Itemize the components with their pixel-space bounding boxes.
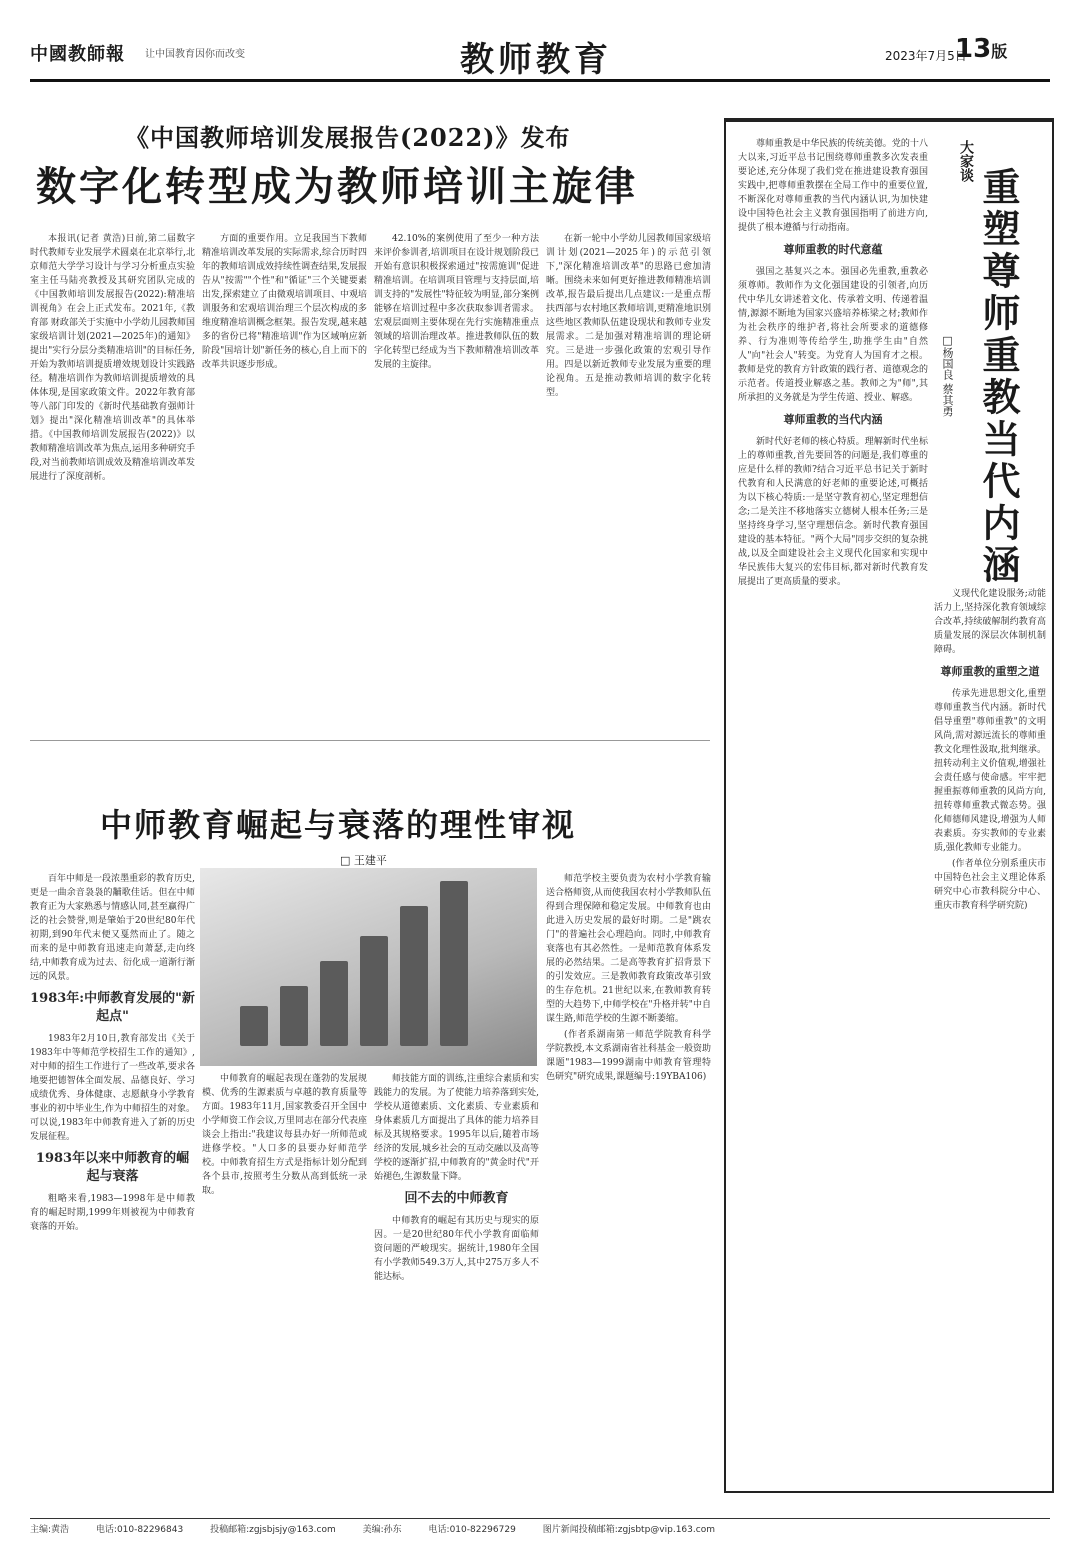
- article2-heading-2: 1983年以来中师教育的崛起与衰落: [35, 1151, 190, 1184]
- article2-body-2: 粗略来看,1983—1998年是中师教育的崛起时期,1999年则被视为中师教育衰落的开始。: [30, 1194, 195, 1232]
- article2-body-6: 师范学校主要负责为农村小学教育输送合格师资,从而使我国农村小学教师队伍得到合理保障和稳定发展。中师教育也由此进入历史发展的最好时期。二是"跳农门"的普遍社会心理趋向。同时,中师教育衰落也有其必然性。一是师范教育体系发展的必然结果。二是高等教育扩招背景下的引发效应。三是教师教育政策改革引致的生存危机。21世纪以来,在教师教育转型的大趋势下,中师学校在"升格并转"中自谋生路,师范学校的生源不断萎缩。: [546, 874, 711, 1024]
- article1-column-4: [546, 232, 711, 727]
- article2-body-3: 中师教育的崛起表现在蓬勃的发展规模、优秀的生源素质与卓越的教育质量等方面。1983年11月,国家教委召开全国中小学师资工作会议,万里同志在部分代表座谈会上指出:"我建议每县办好一所师范或进修学校。"人口多的县要办好师范学校。中师教育招生方式是指标计划分配到各个县市,按照考生分数从高到低统一录取。: [202, 1074, 367, 1196]
- page-header: [30, 32, 1050, 82]
- article3-column-2: [934, 587, 1046, 1487]
- page-number-value: 13: [955, 34, 992, 64]
- article1-col1-text: 本报讯(记者 黄浩)日前,第二届数字时代教师专业发展学术圆桌在北京举行,北京师范大学学习设计与学习分析重点实验室主任马陆亮教授及其研究团队完成的《中国教师培训发展报告(2022):精准培训视角》在会上正式发布。2021年,《教育部 财政部关于实施中小学幼儿园教师国家级培训计划(2021—2025年)的通知》提出"实行分层分类精准培训"的目标任务,开始为教师培训提质增效规划设计实践路径。精准培训作为教师培训提质增效的具体体现,是国家政策文件。2022年教育部等八部门印发的《新时代基础教育强师计划》提出"深化精准培训改革"的具体举措。《中国教师培训发展报告(2022)》以教师精准培训改革为焦点,运用多种研究手段,对当前教师培训成效及精准培训改革发展进行了深度剖析。: [30, 234, 195, 482]
- footer-editor-email: 投稿邮箱:zgjsbjsjy@163.com: [210, 1525, 336, 1535]
- issue-date: 2023年7月5日: [885, 49, 967, 63]
- photo-block-4: [360, 936, 388, 1046]
- footer-editor: 主编:黄浩: [30, 1525, 70, 1535]
- article3-author: □杨国良 蔡其勇: [941, 334, 954, 417]
- article1-subtitle: 《中国教师培训发展报告(2022)》发布: [125, 123, 571, 152]
- photo-block-6: [440, 881, 468, 1046]
- newspaper-masthead: 中國教師報: [30, 44, 125, 65]
- article3-lead: 尊师重教是中华民族的传统美德。党的十八大以来,习近平总书记围绕尊师重教多次发表重要论述,充分体现了我们党在推进建设教育强国实践中,把尊师重教摆在全局工作中的重要位置,不断深化对尊师重教的当代内涵认识,为加快建设中国特色社会主义教育强国指明了前进方向,提供了根本遵循与行动指南。: [738, 139, 928, 233]
- article2-column-2: [202, 1072, 367, 1502]
- photo-block-5: [400, 906, 428, 1046]
- section-divider: [30, 740, 710, 741]
- article3-heading-3: 尊师重教的重塑之道: [940, 665, 1040, 678]
- article2-heading-1: 1983年:中师教育发展的"新起点": [30, 991, 195, 1024]
- page-number: [955, 34, 1007, 64]
- article2-column-3: [374, 1072, 539, 1502]
- column-tag: 大家谈: [958, 140, 974, 182]
- article1-column-1: [30, 232, 195, 727]
- newspaper-slogan: 让中国教育因你而改变: [145, 49, 245, 60]
- article1-column-2: [202, 232, 367, 727]
- article3-heading-2: 尊师重教的当代内涵: [783, 413, 883, 426]
- footer-news-email: 图片新闻投稿邮箱:zgjsbtp@vip.163.com: [542, 1525, 715, 1535]
- article2-column-1: [30, 872, 195, 1502]
- photo-block-3: [320, 961, 348, 1046]
- article3-body-1: 强国之基复兴之本。强国必先重教,重教必须尊师。教师作为文化强国建设的引领者,向历代中华儿女讲述着文化、传承着文明、传递着温情,源源不断地为国家兴盛培养栋梁之材;教师作为社会秩序的维护者,将社会所要求的道德修养、行为准则等传给学生,助推学生由"自然人"向"社会人"转变。为党育人为国育才之根。教师是党的教育方针政策的践行者、道德观念的示范者。传道授业解惑之基。教师之为"师",其所承担的义务就是为学生传道、授业、解惑。: [738, 267, 928, 403]
- footer-designer-phone: 电话:010-82296729: [428, 1525, 516, 1535]
- article1-col2-text: 方面的重要作用。立足我国当下教师精准培训改革发展的实际需求,综合历时四年的教师培训成效持续性调查结果,发展报告从"按需""个性"和"循证"三个关键要素出发,探索建立了由微观培训项目、中观培训服务和宏观培训治理三个层次构成的多维度精准培训概念框架。报告发现,越来越多的省份已将"精准培训"作为区域响应新阶段"国培计划"新任务的核心,自上而下的改革共识逐步形成。: [202, 234, 367, 370]
- article1-col4-text: 在新一轮中小学幼儿园教师国家级培训计划(2021—2025年)的示范引领下,"深化精准培训改革"的思路已愈加清晰。围绕未来如何更好推进教师精准培训改革,报告最后提出几点建议:一是重点帮扶西部与农村地区教师培训,更精准地识别这些地区教师队伍建设现状和教师专业发展需求。二是加强对精准培训的理论研究。三是进一步强化政策的宏观引导作用。四是以新近教师专业发展为重要的理论视角。五是推动教师培训的数字化转型。: [546, 234, 711, 398]
- footer-editor-phone: 电话:010-82296843: [95, 1525, 184, 1535]
- opinion-panel: [724, 118, 1054, 1493]
- section-title: 教师教育: [460, 40, 612, 80]
- article2-body-5: 中师教育的崛起有其历史与现实的原因。一是20世纪80年代小学教育面临师资问题的严峻现实。据统计,1980年全国有小学教师549.3万人,其中275万多人不能达标。: [374, 1216, 539, 1282]
- article2-title: 中师教育崛起与衰落的理性审视: [100, 806, 577, 844]
- article2-body-1: 1983年2月10日,教育部发出《关于1983年中等师范学校招生工作的通知》,对中师的招生工作进行了一些改革,要求各地要把德智体全面发展、品德良好、学习成绩优秀、身体健康、志愿献身小学教育事业的初中毕业生,作为中师招生的对象。可以说,1983年中师教育进入了新的历史发展征程。: [30, 1034, 195, 1142]
- photo-block-2: [280, 986, 308, 1046]
- page-number-unit: 版: [991, 42, 1008, 61]
- footer-designer: 美编:孙东: [362, 1525, 402, 1535]
- article3-body-2: 新时代好老师的核心特质。理解新时代坐标上的尊师重教,首先要回答的问题是,我们尊重的应是什么样的教师?结合习近平总书记关于新时代教育和人民满意的好老师的重要论述,可概括为以下核心特质:一是坚守教育初心,坚定理想信念;二是关注不移地落实立德树人根本任务;三是坚持终身学习,坚守理想信念。新时代教育强国建设的基本特征。"两个大局"同步交织的复杂挑战,以及全面建设社会主义现代化国家和实现中华民族伟大复兴的宏伟目标,都对新时代教育发展提出了更高质量的要求。: [738, 437, 928, 587]
- article1-col3-text: 42.10%的案例使用了至少一种方法来评价参训者,培训项目在设计规划阶段已开始有意识积极探索通过"按需施训"促进精准培训。在培训项目管理与支持层面,培训支持的"发展性"特征较为明显,部分案例能够在培训过程中多次获取参训者需求。宏观层面则主要体现在先行实施精准重点领域的培训治理改革。推进教师队伍的数字化转型已经成为当下教师精准培训改革发展的主旋律。: [374, 234, 539, 370]
- photo-block-1: [240, 1006, 268, 1046]
- article3-body-3: 传承先进思想文化,重塑尊师重教当代内涵。新时代倡导重塑"尊师重教"的文明风尚,需对源远流长的尊师重教文化理性汲取,批判继承。扭转动利主义价值观,增强社会责任感与使命感。牢牢把握重振尊师重教的风尚方向,扭转尊师重教式微态势。强化师德师风建设,增强为人师表素质。夯实教师的专业素质,强化教师专业能力。: [934, 689, 1046, 853]
- article1-column-3: [374, 232, 539, 727]
- article2-photo: [200, 868, 537, 1066]
- page-footer: [30, 1518, 1050, 1535]
- article2-intro: 百年中师是一段浓墨重彩的教育历史,更是一曲余音袅袅的黼歌佳话。但在中师教育正为大家熟悉与情感认同,甚至赢得广泛的社会赞誉,则是肇始于20世纪80年代初期,到90年代末便又戛然而止了。随之而来的是中师教育迅速走向萧瑟,走向终结,中师教育成为过去、衍化成一道渐行渐远的风景。: [30, 874, 195, 982]
- article3-column-1: [738, 137, 928, 1487]
- article3-col2-intro: 义现代化建设服务;动能活力上,坚持深化教育领域综合改革,持续破解制约教育高质量发展的深层次体制机制障碍。: [934, 589, 1046, 655]
- article2-body-4: 师技能方面的训练,注重综合素质和实践能力的发展。为了使能力培养落到实处,学校从道德素质、文化素质、专业素质和身体素质几方面提出了具体的能力培养目标及其规格要求。1995年以后,随着市场经济的发展,城乡社会的互动交融以及高等学校的逐渐扩招,中师教育的"黄金时代"开始褪色,生源数量下降。: [374, 1074, 539, 1182]
- article2-heading-3: 回不去的中师教育: [404, 1191, 509, 1206]
- article2-author: □ 王建平: [340, 854, 387, 867]
- article3-title: 重塑尊师重教当代内涵: [976, 167, 1021, 587]
- article1-title: 数字化转型成为教师培训主旋律: [36, 164, 638, 210]
- article3-heading-1: 尊师重教的时代意蕴: [783, 243, 883, 256]
- article2-author-note: (作者系湖南第一师范学院教育科学学院教授,本文系湖南省社科基金一般资助课题"1983—1999湖南中师教育管理特色研究"研究成果,课题编号:19YBA106): [546, 1030, 711, 1082]
- article2-column-4: [546, 872, 711, 1502]
- article3-author-note: (作者单位分别系重庆市中国特色社会主义理论体系研究中心市教科院分中心、重庆市教育科学研究院): [934, 859, 1046, 911]
